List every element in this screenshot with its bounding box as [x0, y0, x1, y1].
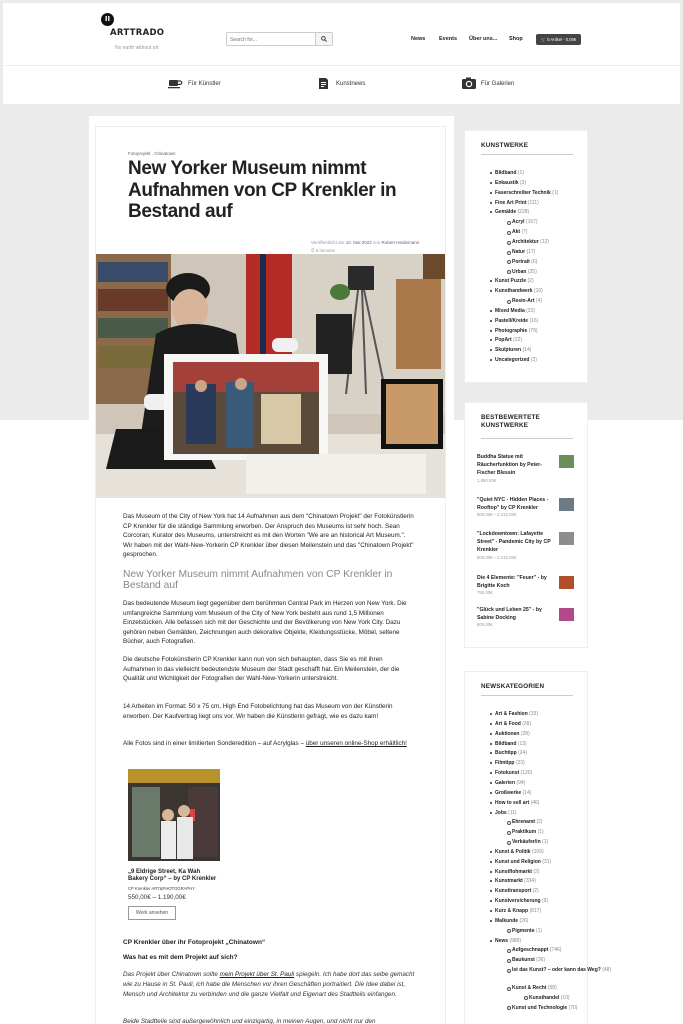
category-label: Uncategorized [495, 357, 530, 364]
logo-text[interactable]: ARTTRADO [110, 28, 165, 38]
category-item[interactable] [512, 269, 537, 275]
article-paragraph-3: Die deutsche Fotokünstlerin CP Krenkler kann nun von sich behaupten, dass Sie es mit ihren Aufnahmen in das vielleicht bedeutendste Museum der Stadt geschafft hat. Ein Meilenstein, der die Qualität und Wichtigkeit der Fotografien der Wahl-New-Yorkerin unterstreicht. [123, 656, 400, 683]
category-count: (334) [522, 878, 536, 885]
nav-events[interactable]: Events [439, 36, 458, 42]
top-rated-price: 1.950,00€ [477, 477, 497, 483]
top-rated-thumbnail[interactable] [559, 498, 574, 511]
category-count: (817) [528, 908, 542, 914]
category-item[interactable] [495, 810, 517, 816]
coffee-cup-icon [168, 76, 183, 91]
article-paragraph-4: 14 Arbeiten im Format: 50 x 75 cm, High End Fotobelichtung hat das Museum von der Künstlerin erworben. Der Kaufvertrag liegt uns vor. Wir haben die Künstlerin gefragt, wie es dazu kam! [123, 703, 393, 720]
article-title: New Yorker Museum nimmt Aufnahmen von CP Krenkler in Bestand auf [128, 158, 397, 222]
category-item[interactable] [512, 259, 537, 265]
category-item[interactable] [495, 200, 539, 206]
category-count: (4) [534, 298, 543, 305]
product-image[interactable] [128, 769, 220, 861]
camera-icon [461, 76, 477, 91]
product-vendor: CP Krenkler ART&PHOTOGRAPHY [128, 886, 196, 891]
top-rated-title[interactable]: "Lockdowntown: Lafayette Street" - Pandemic City by CP Krenkler [477, 531, 551, 554]
category-label: Ist das Kunst? – oder kann das Weg? [512, 967, 601, 974]
top-rated-title[interactable]: "Glück und Leben 25" - by Sabine Docking [477, 607, 542, 622]
category-label: Kunsthandel [529, 994, 560, 1001]
category-item[interactable] [512, 249, 535, 255]
category-item[interactable] [512, 819, 543, 825]
category-count: (28) [519, 730, 530, 737]
nav-ueber-uns[interactable]: Über uns... [469, 36, 498, 42]
category-count: (25) [526, 268, 537, 275]
category-label: Pastell/Kreide [495, 317, 529, 324]
category-label: Großwerke [495, 789, 522, 796]
category-count: (1) [516, 170, 524, 176]
category-item[interactable] [495, 180, 526, 186]
category-item[interactable] [512, 1005, 577, 1011]
category-item[interactable] [512, 985, 557, 991]
top-rated-title[interactable]: "Quiet NYC - Hidden Places - Rooftop" by CP Krenkler [477, 497, 549, 512]
product-title[interactable]: „9 Eldrige Street, Ka Wah Bakery Corp“ – by CP Krenkler [128, 869, 217, 882]
top-rated-price: 750,00€ [477, 590, 493, 596]
category-count: (111) [526, 199, 539, 206]
top-rated-item[interactable] [477, 606, 577, 627]
subnav-label: Für Künstler [188, 81, 221, 87]
category-label: Kunstflohmarkt [495, 868, 532, 875]
category-label: Kurz & Knapp [495, 908, 529, 914]
category-label: Kunstmarkt [495, 878, 523, 885]
category-label: Kunstversicherung [495, 898, 541, 905]
category-count: (120) [519, 770, 533, 777]
category-count: (6) [529, 258, 538, 265]
search-input[interactable] [230, 35, 314, 44]
product-price: 550,00€ – 1.190,00€ [128, 894, 186, 901]
top-rated-thumbnail[interactable] [559, 455, 574, 468]
category-item[interactable] [512, 947, 561, 953]
category-label: Buchtipp [495, 750, 517, 757]
category-item[interactable] [495, 328, 538, 334]
category-label: Urban [512, 268, 527, 275]
category-count: (109) [530, 848, 544, 855]
article-subheading: New Yorker Museum nimmt Aufnahmen von CP Krenkler in Bestand auf [123, 569, 393, 591]
widget-kunstwerke [464, 130, 588, 383]
category-label: Kunsttransport [495, 888, 532, 895]
category-label: Malkunde [495, 917, 519, 924]
category-count: (746) [548, 947, 562, 954]
top-rated-price: 600,00€ – 2.210,00€ [477, 554, 517, 560]
category-label: Faserschreiber Technik [495, 189, 551, 196]
widget-divider [481, 154, 573, 155]
category-count: (48) [600, 967, 612, 974]
category-count: (12) [538, 238, 549, 245]
category-count: (1) [550, 189, 559, 196]
top-rated-item[interactable] [477, 574, 577, 595]
category-label: Resin-Art [512, 298, 535, 305]
category-item[interactable] [495, 318, 538, 324]
category-label: Bildband [495, 170, 517, 176]
product-card [128, 769, 220, 920]
top-rated-item[interactable] [477, 496, 577, 517]
top-rated-title[interactable]: Die 4 Elemente: "Feuer" - by Brigitte Koch [477, 575, 547, 590]
category-count: (2) [535, 819, 543, 826]
category-count: (46) [529, 799, 540, 806]
category-item[interactable] [512, 239, 549, 245]
category-item[interactable] [495, 938, 521, 944]
category-count: (2) [529, 357, 537, 364]
category-label: Baukunst [512, 957, 535, 964]
category-item[interactable] [495, 190, 558, 196]
category-label: Skulpturen [495, 347, 522, 354]
category-count: (2) [531, 868, 540, 875]
category-label: Kunst und Technologie [512, 1004, 568, 1011]
category-label: Architektur [512, 238, 539, 245]
category-label: Verkäufer/in [512, 839, 541, 846]
top-rated-title[interactable]: Buddha Statue mit Räucherfunktion by Peter-Fischer Blessin [477, 454, 542, 477]
article-paragraph-2: Das bedeutende Museum liegt gegenüber dem berühmten Central Park im Herzen von New York. Die umfangreiche Sammlung vom Museum of the City of New York besteht aus rund 1,5 Millionen Einzelstücken. Alle befassen sich mit der Geschichte und der Bevölkerung von New York City. Dazu gehören neben Gemälden, Zeichnungen auch dekorative Objekte, Kleidungsstücke, Möbel, seltene Bücher, auch Fotografien. [123, 600, 407, 646]
category-item[interactable] [495, 898, 548, 904]
meta-by: von [373, 240, 381, 245]
category-item[interactable] [512, 219, 538, 225]
category-item[interactable] [495, 790, 531, 796]
category-item[interactable] [495, 878, 536, 884]
top-rated-thumbnail[interactable] [559, 532, 574, 545]
category-label: Fine Art Print [495, 199, 527, 206]
search-icon [321, 36, 327, 42]
category-label: Portrait [512, 258, 530, 265]
category-item[interactable] [495, 750, 527, 756]
category-count: (58) [546, 984, 557, 991]
top-rated-thumbnail[interactable] [559, 608, 574, 621]
category-count: (33) [527, 711, 539, 717]
category-item[interactable] [495, 908, 541, 914]
category-count: (31) [540, 858, 552, 865]
category-count: (33) [524, 307, 536, 314]
category-count: (2) [526, 278, 534, 285]
category-label: Kunst Puzzle [495, 278, 527, 285]
category-item[interactable] [495, 209, 529, 215]
category-label: PopArt [495, 337, 512, 344]
top-rated-item[interactable] [477, 530, 577, 560]
category-item[interactable] [529, 995, 570, 1001]
category-label: Gemälde [495, 209, 517, 216]
category-item[interactable] [512, 957, 545, 963]
category-count: (24) [516, 750, 527, 757]
section-heading: CP Krenkler über ihr Fotoprojekt „Chinatown“ [123, 939, 266, 946]
answer-text-post: spiegeln. Ich habe dort das selbe gemacht wie zu Hause in St. Pauli, ich habe die Menschen vor ihren Geschäften portraitiert. Die Idee dabei ist, Mensch und Architektur zu verbinden und die ganze Vielfalt und Eigenart des Stadtteils einfangen. [123, 971, 415, 998]
question-heading: Was hat es mit dem Projekt auf sich? [123, 954, 238, 961]
category-count: (167) [524, 219, 538, 226]
category-count: (39) [520, 720, 532, 727]
category-count: (10) [532, 288, 543, 295]
category-item[interactable] [495, 347, 531, 353]
shop-link[interactable]: über unseren online-Shop erhältlich! [305, 740, 407, 747]
category-item[interactable] [495, 869, 539, 875]
category-count: (94) [515, 779, 526, 786]
category-item[interactable] [512, 298, 542, 304]
category-count: (79) [527, 327, 538, 334]
widget-title [481, 414, 540, 429]
category-count: (3) [518, 179, 527, 186]
st-pauli-link[interactable]: mein Projekt über St. Pauli [219, 971, 295, 978]
category-label: Pigmente [512, 927, 535, 934]
category-count: (36) [534, 957, 546, 964]
category-item[interactable] [495, 888, 539, 894]
category-count: (14) [521, 347, 532, 354]
hero-image [96, 254, 445, 498]
category-count: (2) [531, 888, 539, 895]
category-label: Photographie [495, 327, 528, 334]
answer-text-pre: Das Projekt über Chinatown sollte [123, 971, 218, 978]
category-label: Auktionen [495, 730, 520, 737]
category-label: Jobs [495, 809, 507, 816]
category-item[interactable] [495, 731, 530, 737]
category-item[interactable] [495, 859, 551, 865]
article-paragraph-1: Das Museum of the City of New York hat 14 Aufnahmen aus dem "Chinatown Projekt" der Fotokünstlerin CP Krenkler für die ständige Sammlung erworben. Der Anspruch des Museums ist sehr hoch. Sean Corcoran, Kurator des Museums, unterstreicht es mit den Worten "We are an historical Art Museum.". Wir haben mit der Wahl-New-Yorkerin CP Krenkler über diesen Meilenstein und das "Chinatown Projekt" gesprochen. [123, 513, 414, 559]
category-count: (26) [518, 917, 529, 924]
category-item[interactable] [495, 760, 525, 766]
category-item[interactable] [495, 770, 532, 776]
category-item[interactable] [495, 780, 525, 786]
category-item[interactable] [495, 741, 527, 747]
category-count: (7) [520, 229, 528, 236]
widget-divider [481, 695, 573, 696]
article-paragraph-5 [123, 739, 416, 749]
category-label: Akt [512, 229, 521, 236]
category-label: Kunst & Recht [512, 984, 547, 991]
widget-title-line2: KUNSTWERKE [481, 421, 529, 429]
category-label: News [495, 937, 509, 944]
meta-date: 10. Mai 2022 [345, 240, 372, 245]
category-label: Filmtipp [495, 760, 515, 767]
subnav-label: Für Galerien [481, 81, 515, 87]
category-item[interactable] [495, 711, 538, 717]
category-item[interactable] [495, 288, 543, 294]
category-label: Aufgeschnappt [512, 947, 549, 954]
category-item[interactable] [512, 928, 542, 934]
category-label: Art & Food [495, 720, 521, 727]
widget-title: NEWSKATEGORIEN [481, 683, 545, 690]
widget-title-line1: BESTBEWERTETE [481, 414, 540, 421]
category-label: Bildband [495, 740, 517, 747]
category-count: (10) [559, 994, 570, 1001]
interview-answer-1 [123, 970, 416, 1000]
view-work-button[interactable]: Werk ansehen [128, 906, 176, 920]
category-count: (9) [540, 898, 549, 905]
subnav-label: Kunstnews [336, 81, 366, 87]
top-rated-price: 600,00€ – 2.210,00€ [477, 512, 517, 518]
category-count: (1) [534, 927, 543, 934]
nav-news[interactable]: News [411, 36, 426, 42]
nav-shop[interactable]: Shop [509, 36, 523, 42]
top-rated-thumbnail[interactable] [559, 576, 574, 589]
category-item[interactable] [495, 918, 528, 924]
category-label: Kunst und Religion [495, 858, 541, 865]
meta-author[interactable]: Robert Heidemann [381, 240, 420, 245]
category-item[interactable] [495, 170, 524, 176]
category-count: (22) [511, 337, 522, 344]
category-count: (23) [514, 760, 525, 767]
category-label: Acryl [512, 219, 525, 226]
meta-prefix: Veröffentlicht am [311, 240, 345, 245]
category-count: (228) [516, 209, 530, 216]
category-label: Mixed Media [495, 307, 525, 314]
category-item[interactable] [495, 721, 531, 727]
category-count: (11) [506, 809, 517, 816]
category-count: (16) [528, 317, 539, 324]
category-label: Fotokunst [495, 770, 520, 777]
category-item[interactable] [495, 337, 522, 343]
interview-answer-2: Beide Stadtteile sind außergewöhnlich und einzigartig, in meinen Augen, und nicht nur den [123, 1018, 376, 1024]
category-label: Enkaustik [495, 179, 519, 186]
category-item[interactable] [495, 849, 544, 855]
logo-icon[interactable]: II [101, 13, 114, 26]
news-icon [316, 76, 331, 91]
category-count: (1) [536, 829, 544, 836]
widget-title: KUNSTWERKE [481, 142, 529, 149]
category-item[interactable] [495, 308, 535, 314]
category-item[interactable] [495, 800, 539, 806]
category-item[interactable] [512, 229, 528, 235]
category-count: (13) [516, 740, 527, 747]
category-label: Praktikum [512, 829, 537, 836]
cart-button[interactable]: 🛒 0 Artikel - 0,00€ [536, 34, 581, 45]
top-rated-item[interactable] [477, 453, 577, 483]
category-item[interactable] [512, 829, 544, 835]
category-label: How to sell art [495, 799, 530, 806]
article-meta [311, 240, 419, 245]
category-label: Art & Fashion [495, 711, 528, 717]
category-item[interactable] [495, 278, 534, 284]
category-item[interactable] [495, 357, 537, 363]
category-label: Ehrenamt [512, 819, 536, 826]
category-label: Kunst & Politik [495, 848, 531, 855]
category-label: Kunsthandwerk [495, 288, 533, 295]
category-item[interactable] [512, 839, 548, 845]
category-count: (70) [567, 1004, 578, 1011]
shop-text: Alle Fotos sind in einer limitierten Sonderedition – auf Acrylglas – [123, 740, 304, 747]
category-label: Galerien [495, 779, 516, 786]
category-count: (989) [508, 937, 522, 944]
category-count: (14) [521, 789, 532, 796]
category-label: Natur [512, 248, 526, 255]
article-category[interactable]: Fotoprojekt , Chinatown [128, 151, 176, 156]
search-box [226, 32, 333, 46]
search-button[interactable] [315, 33, 332, 45]
category-count: (1) [540, 839, 549, 846]
read-time: ⏱ 6 minutes [311, 248, 336, 253]
top-rated-price: 800,00€ [477, 622, 493, 628]
category-count: (17) [525, 248, 536, 255]
widget-divider [481, 438, 573, 439]
logo-tagline: No earth without art [115, 45, 159, 51]
category-item[interactable] [512, 967, 611, 973]
